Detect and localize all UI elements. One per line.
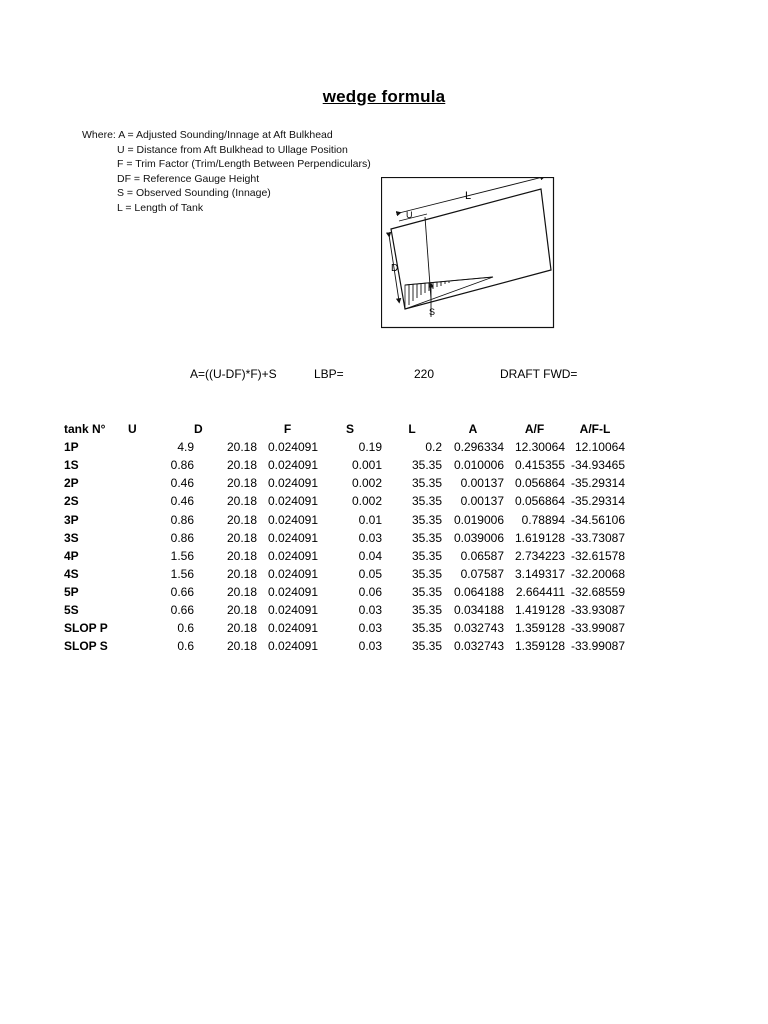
table-row [64, 637, 625, 655]
cell-a-f-l: -34.56106 [570, 512, 625, 527]
cell-s: 0.03 [358, 639, 382, 654]
table-row [64, 529, 625, 547]
cell-a-f: 1.359128 [514, 621, 565, 636]
cell-l: 35.35 [411, 494, 442, 509]
cell-s: 0.03 [358, 602, 382, 617]
cell-u: 0.46 [170, 494, 194, 509]
legend-text: L = Length of Tank [117, 201, 204, 214]
cell-l: 35.35 [411, 566, 442, 581]
cell-u: 0.46 [170, 476, 194, 491]
cell-u: 0.66 [170, 602, 194, 617]
cell-s: 0.002 [351, 494, 382, 509]
cell-u: 0.86 [170, 458, 194, 473]
legend-text: F = Trim Factor (Trim/Length Between Perpendiculars) [117, 158, 371, 171]
cell-tank: 1S [64, 458, 79, 473]
cell-a-f-l: -35.29314 [570, 476, 625, 491]
cell-a-f-l: -32.68559 [570, 584, 625, 599]
cell-d: 20.18 [226, 639, 257, 654]
cell-l: 35.35 [411, 639, 442, 654]
cell-a-f: 2.664411 [515, 584, 565, 599]
variable-legend [82, 128, 371, 216]
cell-l: 35.35 [411, 530, 442, 545]
cell-tank: 2S [64, 494, 79, 509]
cell-d: 20.18 [226, 584, 257, 599]
legend-text: U = Distance from Aft Bulkhead to Ullage Position [117, 143, 348, 156]
wedge-hatching [409, 281, 449, 305]
table-row [64, 619, 625, 637]
header-a-f-l: A/F-L [579, 422, 611, 437]
cell-l: 35.35 [411, 584, 442, 599]
wedge-diagram [381, 177, 555, 329]
table-row [64, 456, 625, 474]
cell-d: 20.18 [226, 494, 257, 509]
cell-tank: SLOP P [64, 621, 108, 636]
legend-row [82, 172, 371, 187]
header-l: L [408, 422, 416, 437]
header-f: F [283, 422, 292, 437]
tank-outline [391, 189, 551, 309]
cell-a-f-l: -33.99087 [570, 621, 625, 636]
cell-tank: 5P [64, 584, 79, 599]
cell-a-f-l: -33.93087 [570, 602, 625, 617]
cell-u: 1.56 [170, 548, 194, 563]
cell-d: 20.18 [226, 548, 257, 563]
cell-l: 0.2 [425, 440, 442, 455]
cell-s: 0.03 [358, 621, 382, 636]
cell-f: 0.024091 [267, 494, 318, 509]
cell-l: 35.35 [411, 512, 442, 527]
cell-u: 0.86 [170, 530, 194, 545]
legend-prefix: Where: [82, 129, 116, 141]
cell-d: 20.18 [226, 530, 257, 545]
cell-tank: 5S [64, 602, 79, 617]
cell-d: 20.18 [226, 512, 257, 527]
cell-l: 35.35 [411, 602, 442, 617]
cell-d: 20.18 [226, 602, 257, 617]
cell-a-f: 1.419128 [514, 602, 565, 617]
legend-row [82, 157, 371, 172]
cell-f: 0.024091 [267, 530, 318, 545]
cell-a: 0.296334 [453, 440, 504, 455]
cell-l: 35.35 [411, 548, 442, 563]
cell-u: 1.56 [170, 566, 194, 581]
cell-d: 20.18 [226, 440, 257, 455]
cell-f: 0.024091 [267, 440, 318, 455]
cell-tank: 4P [64, 548, 79, 563]
cell-a-f: 3.149317 [514, 566, 565, 581]
draft-fwd-label: DRAFT FWD= [500, 367, 578, 381]
cell-f: 0.024091 [267, 639, 318, 654]
table-row [64, 565, 625, 583]
cell-f: 0.024091 [267, 602, 318, 617]
cell-a: 0.064188 [453, 584, 504, 599]
cell-s: 0.04 [358, 548, 382, 563]
cell-f: 0.024091 [267, 566, 318, 581]
table-row [64, 474, 625, 492]
cell-s: 0.001 [351, 458, 382, 473]
cell-a-f-l: -33.99087 [570, 639, 625, 654]
tank-table [64, 420, 625, 655]
cell-a: 0.07587 [460, 566, 504, 581]
cell-a-f: 1.359128 [514, 639, 565, 654]
legend-text: S = Observed Sounding (Innage) [117, 187, 271, 200]
header-tank: tank N° [64, 422, 106, 437]
cell-s: 0.002 [351, 476, 382, 491]
cell-u: 0.6 [177, 621, 194, 636]
table-row [64, 492, 625, 510]
cell-a-f: 1.619128 [514, 530, 565, 545]
ullage-label: U [406, 210, 413, 220]
sounding-label: S [429, 307, 436, 317]
table-body [64, 438, 625, 655]
cell-a-f: 0.056864 [514, 476, 565, 491]
cell-tank: 2P [64, 476, 79, 491]
cell-d: 20.18 [226, 476, 257, 491]
cell-a-f-l: -32.20068 [570, 566, 625, 581]
table-row [64, 547, 625, 565]
cell-u: 0.86 [170, 512, 194, 527]
cell-tank: 1P [64, 440, 79, 455]
cell-tank: 3P [64, 512, 79, 527]
legend-row [82, 143, 371, 158]
cell-a: 0.00137 [460, 476, 504, 491]
cell-u: 4.9 [177, 440, 194, 455]
cell-f: 0.024091 [267, 584, 318, 599]
cell-a: 0.032743 [453, 621, 504, 636]
lbp-value: 220 [414, 367, 435, 381]
cell-a: 0.06587 [460, 548, 504, 563]
depth-label: D [391, 263, 399, 274]
cell-s: 0.05 [358, 566, 382, 581]
cell-a-f-l: 12.10064 [574, 440, 625, 455]
cell-a-f: 0.78894 [521, 512, 565, 527]
cell-s: 0.19 [358, 440, 382, 455]
cell-a-f-l: -34.93465 [570, 458, 625, 473]
header-s: S [345, 422, 354, 437]
cell-l: 35.35 [411, 458, 442, 473]
formula-expression: A=((U-DF)*F)+S [190, 367, 277, 381]
header-d: D [194, 422, 203, 437]
length-label: L [465, 190, 472, 202]
cell-u: 0.66 [170, 584, 194, 599]
cell-s: 0.03 [358, 530, 382, 545]
legend-text: DF = Reference Gauge Height [117, 172, 260, 185]
cell-a-f-l: -32.61578 [570, 548, 625, 563]
cell-a-f-l: -33.73087 [570, 530, 625, 545]
document-title: wedge formula [322, 87, 446, 106]
header-u: U [128, 422, 137, 437]
cell-f: 0.024091 [267, 548, 318, 563]
cell-tank: SLOP S [64, 639, 108, 654]
cell-tank: 3S [64, 530, 79, 545]
cell-a-f: 2.734223 [514, 548, 565, 563]
cell-a: 0.019006 [453, 512, 504, 527]
header-a: A [468, 422, 478, 437]
table-row [64, 601, 625, 619]
cell-l: 35.35 [411, 621, 442, 636]
legend-row [82, 201, 371, 216]
header-a-f: A/F [524, 422, 545, 437]
table-row [64, 438, 625, 456]
cell-d: 20.18 [226, 621, 257, 636]
cell-a-f-l: -35.29314 [570, 494, 625, 509]
cell-a-f: 0.056864 [514, 494, 565, 509]
cell-d: 20.18 [226, 458, 257, 473]
cell-d: 20.18 [226, 566, 257, 581]
legend-text: A = Adjusted Sounding/Innage at Aft Bulkhead [118, 129, 333, 141]
cell-a-f: 0.415355 [514, 458, 565, 473]
cell-f: 0.024091 [267, 458, 318, 473]
cell-f: 0.024091 [267, 512, 318, 527]
cell-a: 0.032743 [453, 639, 504, 654]
table-row [64, 583, 625, 601]
table-header-row [64, 420, 625, 438]
legend-row [82, 186, 371, 201]
cell-tank: 4S [64, 566, 79, 581]
cell-a-f: 12.30064 [514, 440, 565, 455]
cell-l: 35.35 [411, 476, 442, 491]
cell-f: 0.024091 [267, 621, 318, 636]
gauge-line [425, 217, 431, 299]
cell-a: 0.00137 [460, 494, 504, 509]
cell-a: 0.010006 [453, 458, 504, 473]
cell-a: 0.039006 [453, 530, 504, 545]
lbp-label: LBP= [314, 367, 344, 381]
cell-f: 0.024091 [267, 476, 318, 491]
cell-a: 0.034188 [453, 602, 504, 617]
legend-row [82, 128, 371, 143]
cell-u: 0.6 [177, 639, 194, 654]
cell-s: 0.01 [358, 512, 382, 527]
table-row [64, 510, 625, 528]
cell-s: 0.06 [358, 584, 382, 599]
